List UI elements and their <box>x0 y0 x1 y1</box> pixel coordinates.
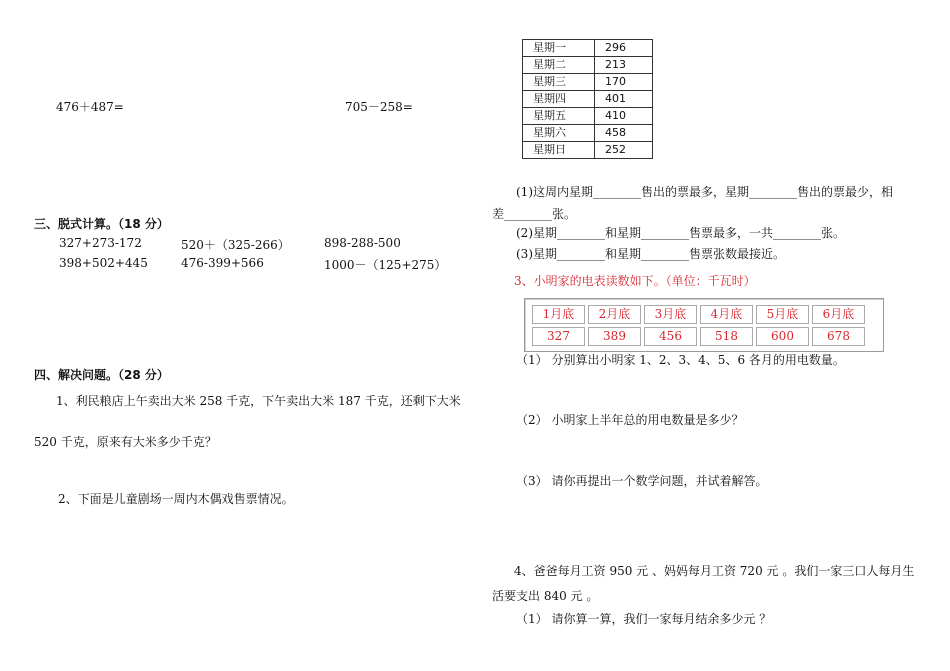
month-header-cell: 6月底 <box>812 305 865 324</box>
table-row <box>523 142 653 159</box>
ticket-question-1-line2: 差________张。 <box>492 207 577 221</box>
month-header-cell: 5月底 <box>756 305 809 324</box>
expr-3-2: 520＋（325-266） <box>181 238 290 252</box>
reading-cell: 327 <box>532 327 585 346</box>
reading-cell: 389 <box>588 327 641 346</box>
count-cell: 401 <box>595 91 653 108</box>
expr-3-4: 398+502+445 <box>59 256 148 270</box>
day-cell: 星期六 <box>523 125 595 142</box>
table-row <box>532 305 865 324</box>
expr-3-6: 1000－（125+275） <box>324 258 447 272</box>
reading-cell: 456 <box>644 327 697 346</box>
problem2-text: 2、下面是儿童剧场一周内木偶戏售票情况。 <box>58 492 294 506</box>
problem4-line1: 4、爸爸每月工资 950 元 、妈妈每月工资 720 元 。我们一家三口人每月生 <box>514 564 915 578</box>
problem1-line2: 520 千克，原来有大米多少千克？ <box>34 435 217 449</box>
problem3-sub2: （2） 小明家上半年总的用电数量是多少？ <box>516 413 744 427</box>
day-cell: 星期日 <box>523 142 595 159</box>
calc-expression-1: 476＋487= <box>56 100 124 114</box>
ticket-sales-table <box>522 39 653 159</box>
table-row <box>523 91 653 108</box>
count-cell: 252 <box>595 142 653 159</box>
table-row <box>523 74 653 91</box>
month-header-cell: 3月底 <box>644 305 697 324</box>
problem1-line1: 1、利民粮店上午卖出大米 258 千克，下午卖出大米 187 千克，还剩下大米 <box>56 394 461 408</box>
section3-title: 三、脱式计算。（18 分） <box>34 217 169 231</box>
reading-cell: 600 <box>756 327 809 346</box>
electricity-table-frame <box>524 298 884 352</box>
section4-title: 四、解决问题。（28 分） <box>34 368 169 382</box>
table-row <box>523 57 653 74</box>
problem3-title: 3、小明家的电表读数如下。（单位：千瓦时） <box>514 274 756 288</box>
count-cell: 170 <box>595 74 653 91</box>
ticket-question-1-line1: (1)这周内星期________售出的票最多，星期________售出的票最少，相 <box>516 185 894 199</box>
count-cell: 213 <box>595 57 653 74</box>
day-cell: 星期二 <box>523 57 595 74</box>
month-header-cell: 2月底 <box>588 305 641 324</box>
table-row <box>523 108 653 125</box>
ticket-question-2: (2)星期________和星期________售票最多，一共________张。 <box>516 226 845 240</box>
day-cell: 星期四 <box>523 91 595 108</box>
problem4-sub1: （1） 请你算一算，我们一家每月结余多少元 ？ <box>516 612 772 626</box>
electricity-table <box>529 302 868 349</box>
table-row <box>523 125 653 142</box>
day-cell: 星期三 <box>523 74 595 91</box>
count-cell: 296 <box>595 40 653 57</box>
day-cell: 星期一 <box>523 40 595 57</box>
table-row <box>532 327 865 346</box>
day-cell: 星期五 <box>523 108 595 125</box>
expr-3-5: 476-399+566 <box>181 256 264 270</box>
count-cell: 458 <box>595 125 653 142</box>
problem3-sub3: （3） 请你再提出一个数学问题，并试着解答。 <box>516 474 768 488</box>
expr-3-1: 327+273-172 <box>59 236 142 250</box>
reading-cell: 518 <box>700 327 753 346</box>
expr-3-3: 898-288-500 <box>324 236 401 250</box>
reading-cell: 678 <box>812 327 865 346</box>
month-header-cell: 1月底 <box>532 305 585 324</box>
ticket-question-3: (3)星期________和星期________售票张数最接近。 <box>516 247 785 261</box>
problem4-line2: 活要支出 840 元 。 <box>492 589 599 603</box>
calc-expression-2: 705－258= <box>345 100 413 114</box>
table-row <box>523 40 653 57</box>
month-header-cell: 4月底 <box>700 305 753 324</box>
count-cell: 410 <box>595 108 653 125</box>
problem3-sub1: （1） 分别算出小明家 1、2、3、4、5、6 各月的用电数量。 <box>516 353 845 367</box>
